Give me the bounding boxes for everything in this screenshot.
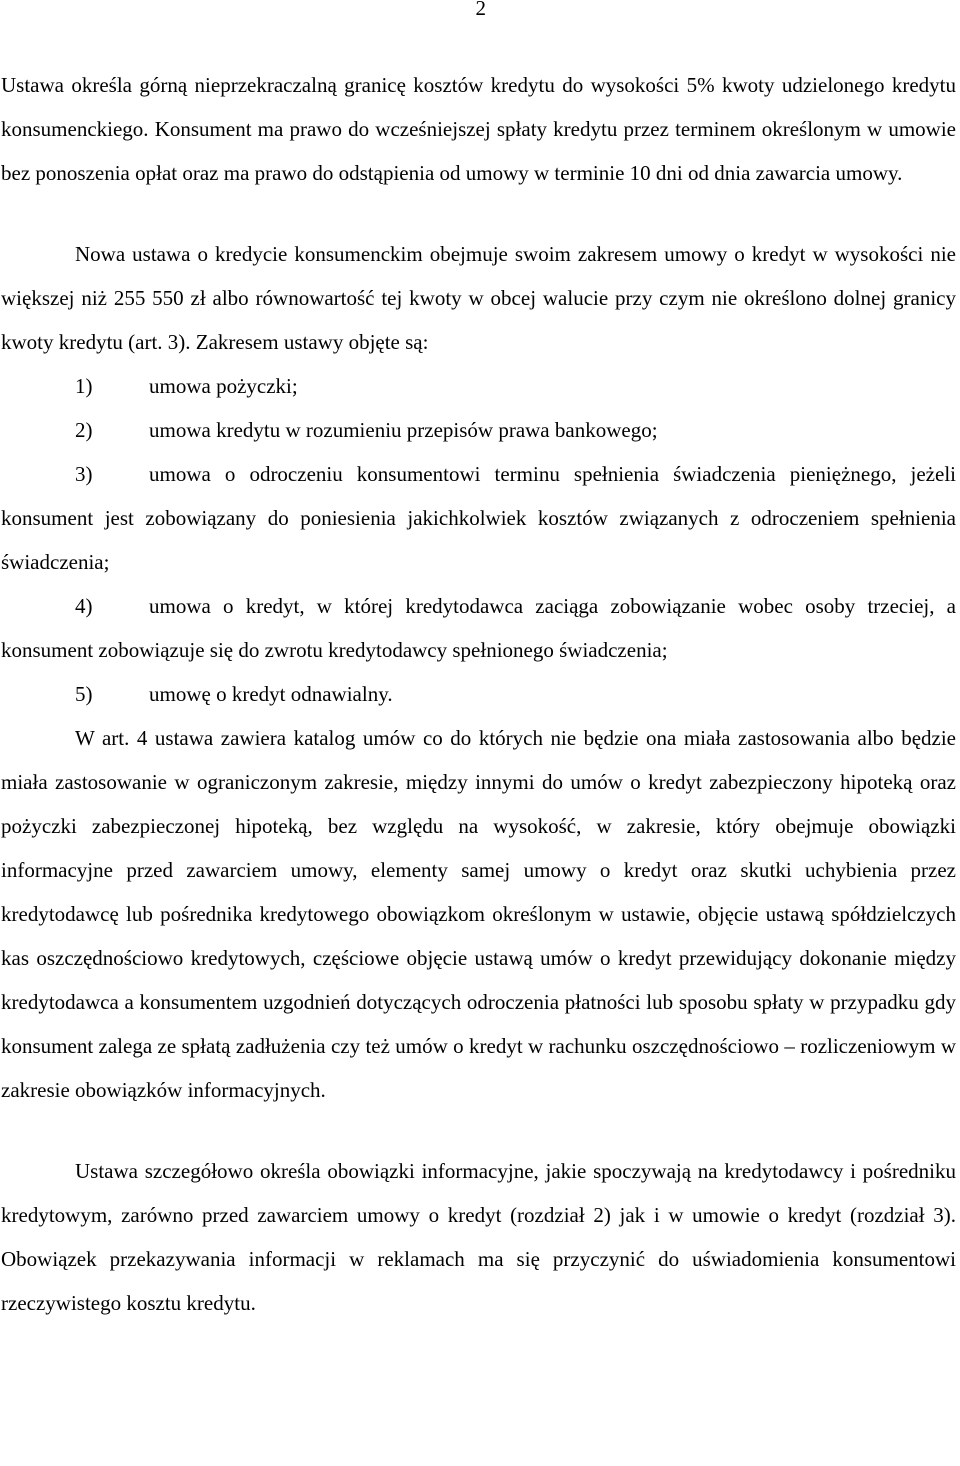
- list-item: [1, 672, 956, 716]
- list-item-number: 4): [75, 594, 93, 618]
- paragraph-credit-cost-limit: Ustawa określa górną nieprzekraczalną granicę kosztów kredytu do wysokości 5% kwoty udzielonego kredytu konsumenckiego. Konsument ma prawo do wcześniejszej spłaty kredytu przez terminem określonym w umowie bez ponoszenia opłat oraz ma prawo do odstąpienia od umowy w terminie 10 dni od dnia zawarcia umowy.: [1, 73, 956, 185]
- list-item: [1, 408, 956, 452]
- list-item-text: umowa o kredyt, w której kredytodawca zaciąga zobowiązanie wobec osoby trzeciej, a konsument zobowiązuje się do zwrotu kredytodawcy spełnionego świadczenia;: [1, 594, 956, 662]
- list-item-text: umowa kredytu w rozumieniu przepisów prawa bankowego;: [149, 418, 658, 442]
- paragraph-information-obligations: Ustawa szczegółowo określa obowiązki informacyjne, jakie spoczywają na kredytodawcy i pośredniku kredytowym, zarówno przed zawarciem umowy o kredyt (rozdział 2) jak i w umowie o kredyt (rozdział 3). Obowiązek przekazywania informacji w reklamach ma się przyczynić do uświadomienia konsumentowi rzeczywistego kosztu kredytu.: [1, 1159, 956, 1315]
- paragraph-article-4-exclusions: W art. 4 ustawa zawiera katalog umów co do których nie będzie ona miała zastosowania albo będzie miała zastosowanie w ograniczonym zakresie, między innymi do umów o kredyt zabezpieczony hipoteką oraz pożyczki zabezpieczonej hipoteką, bez względu na wysokość, w zakresie, który obejmuje obowiązki informacyjne przed zawarciem umowy, elementy samej umowy o kredyt oraz skutki uchybienia przez kredytodawcę lub pośrednika kredytowego obowiązkom określonym w ustawie, objęcie ustawą spółdzielczych kas oszczędnościowo kredytowych, częściowe objęcie ustawą umów o kredyt przewidujący dokonanie między kredytodawca a konsumentem uzgodnień dotyczących odroczenia płatności lub sposobu spłaty w przypadku gdy konsument zalega ze spłatą zadłużenia czy też umów o kredyt w rachunku oszczędnościowo – rozliczeniowym w zakresie obowiązków informacyjnych.: [1, 726, 956, 1102]
- list-item-number: 1): [75, 374, 93, 398]
- list-item-number: 3): [75, 462, 93, 486]
- list-item-number: 2): [75, 418, 93, 442]
- page-number: 2: [475, 0, 486, 20]
- list-item-text: umowę o kredyt odnawialny.: [149, 682, 393, 706]
- list-item: [1, 364, 956, 408]
- paragraph-scope-of-act: Nowa ustawa o kredycie konsumenckim obejmuje swoim zakresem umowy o kredyt w wysokości nie większej niż 255 550 zł albo równowartość tej kwoty w obcej walucie przy czym nie określono dolnej granicy kwoty kredytu (art. 3). Zakresem ustawy objęte są:: [1, 242, 956, 354]
- list-item: [1, 452, 956, 584]
- list-item-text: umowa pożyczki;: [149, 374, 298, 398]
- list-item-number: 5): [75, 682, 93, 706]
- list-item-text: umowa o odroczeniu konsumentowi terminu spełnienia świadczenia pieniężnego, jeżeli konsument jest zobowiązany do poniesienia jakichkolwiek kosztów związanych z odroczeniem spełnienia świadczenia;: [1, 462, 956, 574]
- document-body: [1, 63, 956, 1325]
- list-item: [1, 584, 956, 672]
